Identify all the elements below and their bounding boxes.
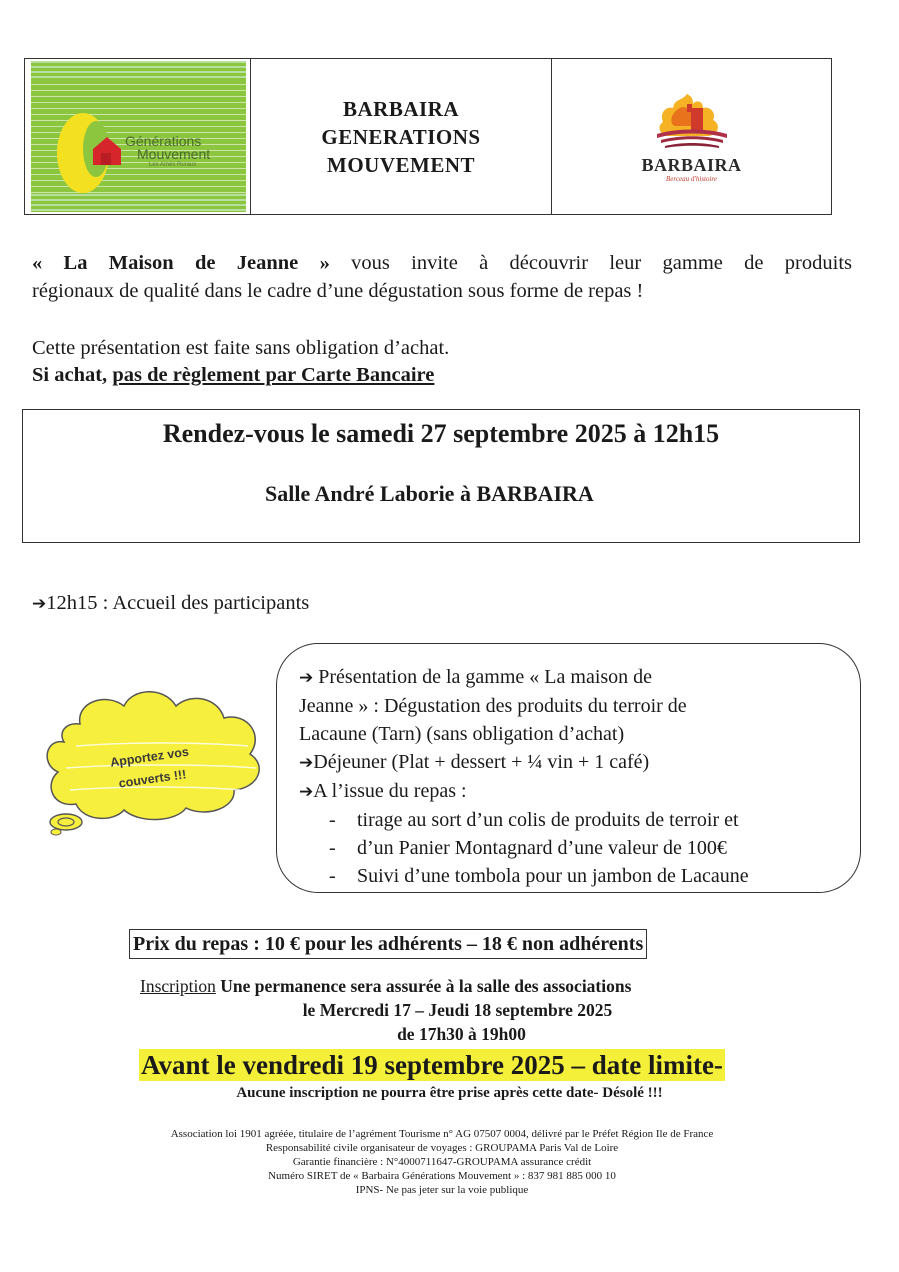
list-item: - tirage au sort d’un colis de produits de terroir et (325, 806, 839, 834)
price-box: Prix du repas : 10 € pour les adhérents – 18 € non adhérents (129, 929, 647, 959)
inscription-text: Une permanence sera assurée à la salle des associations (215, 976, 632, 996)
barbaira-tagline: Berceau d'histoire (666, 175, 717, 183)
list-item: - Suivi d’une tombola pour un jambon de Lacaune (325, 862, 839, 890)
intro-paragraph (32, 249, 852, 305)
intro-line2: régionaux de qualité dans le cadre d’une dégustation sous forme de repas ! (32, 280, 644, 302)
presentation-line: Lacaune (Tarn) (sans obligation d’achat) (299, 723, 625, 745)
arrow-right-icon: ➔ (299, 753, 314, 773)
deadline-warning: Aucune inscription ne pourra être prise après cette date- Désolé !!! (236, 1085, 663, 1101)
dejeuner-line (299, 748, 839, 777)
barbaira-logo (632, 90, 752, 183)
deadline-highlight: Avant le vendredi 19 septembre 2025 – date limite- (141, 1050, 723, 1080)
dejeuner-text: Déjeuner (Plat + dessert + ¼ vin + 1 café) (313, 751, 650, 773)
programme-box (276, 643, 861, 893)
arrow-right-icon: ➔ (299, 782, 314, 802)
header-title-line: MOUVEMENT (327, 152, 475, 177)
header-title (321, 95, 480, 179)
list-item: - d’un Panier Montagnard d’une valeur de 100€ (325, 834, 839, 862)
inscription-hours: de 17h30 à 19h00 (397, 1024, 526, 1044)
rendezvous-title: Rendez-vous le samedi 27 septembre 2025 à 12h15 (162, 419, 720, 448)
accueil-line (32, 589, 309, 618)
barbaira-emblem-icon (647, 90, 737, 156)
logo-stripes-top (31, 61, 246, 79)
payment-note-a: Si achat, (32, 364, 108, 386)
logo-sub: Les Aînés Ruraux (149, 162, 197, 168)
header-title-line: BARBAIRA (342, 96, 459, 121)
presentation-line: Jeanne » : Dégustation des produits du terroir de (299, 695, 687, 717)
logo-wordmark (125, 135, 210, 169)
prize-list (299, 806, 839, 890)
rendezvous-place: Salle André Laborie à BARBAIRA (265, 481, 594, 506)
inscription-dates: le Mercredi 17 – Jeudi 18 septembre 2025 (302, 1000, 613, 1020)
accueil-text: 12h15 : Accueil des participants (46, 592, 310, 614)
logo-line1: Générations (125, 133, 202, 149)
no-obligation-note: Cette présentation est faite sans obligation d’achat. (32, 337, 450, 359)
legal-line: Numéro SIRET de « Barbaira Générations Mouvement » : 837 981 885 000 10 (268, 1170, 616, 1182)
inscription-label: Inscription (140, 976, 216, 996)
arrow-right-icon: ➔ (32, 594, 47, 614)
intro-line1-rest: vous invite à découvrir leur gamme de produits (351, 252, 852, 274)
legal-footer (0, 1127, 884, 1197)
payment-note (32, 361, 434, 389)
cloud-line2: couverts !!! (117, 767, 188, 791)
presentation-text: Présentation de la gamme « La maison de (313, 666, 653, 688)
rendezvous-box (22, 409, 860, 543)
house-icon (91, 133, 129, 167)
header-title-line: GENERATIONS (321, 124, 481, 149)
header-left-cell (25, 59, 251, 214)
legal-line: IPNS- Ne pas jeter sur la voie publique (355, 1184, 529, 1196)
legal-line: Responsabilité civile organisateur de voyages : GROUPAMA Paris Val de Loire (265, 1142, 619, 1154)
header-right-cell (552, 59, 831, 214)
programme-content (299, 663, 839, 890)
intro-line1 (32, 249, 852, 277)
arrow-right-icon: ➔ (299, 668, 314, 688)
issue-text: A l’issue du repas : (313, 780, 467, 802)
inscription-line1 (140, 975, 631, 998)
issue-line (299, 777, 839, 806)
presentation-line (299, 663, 839, 692)
cloud-line1: Apportez vos (109, 744, 190, 770)
payment-note-b: pas de règlement par Carte Bancaire (112, 364, 435, 386)
header-title-cell (251, 59, 552, 214)
legal-line: Garantie financière : N°4000711647-GROUPAMA assurance crédit (292, 1156, 592, 1168)
brand-name: « La Maison de Jeanne » (32, 252, 330, 274)
logo-stripes-bottom (31, 194, 246, 212)
barbaira-wordmark: BARBAIRA (641, 155, 742, 175)
generations-mouvement-logo (31, 61, 246, 212)
legal-line: Association loi 1901 agréée, titulaire de l’agrément Tourisme n° AG 07507 0004, délivré par le Préfet Région Ile de France (170, 1128, 714, 1140)
header-table (24, 58, 832, 215)
logo-line2: Mouvement (137, 146, 211, 162)
